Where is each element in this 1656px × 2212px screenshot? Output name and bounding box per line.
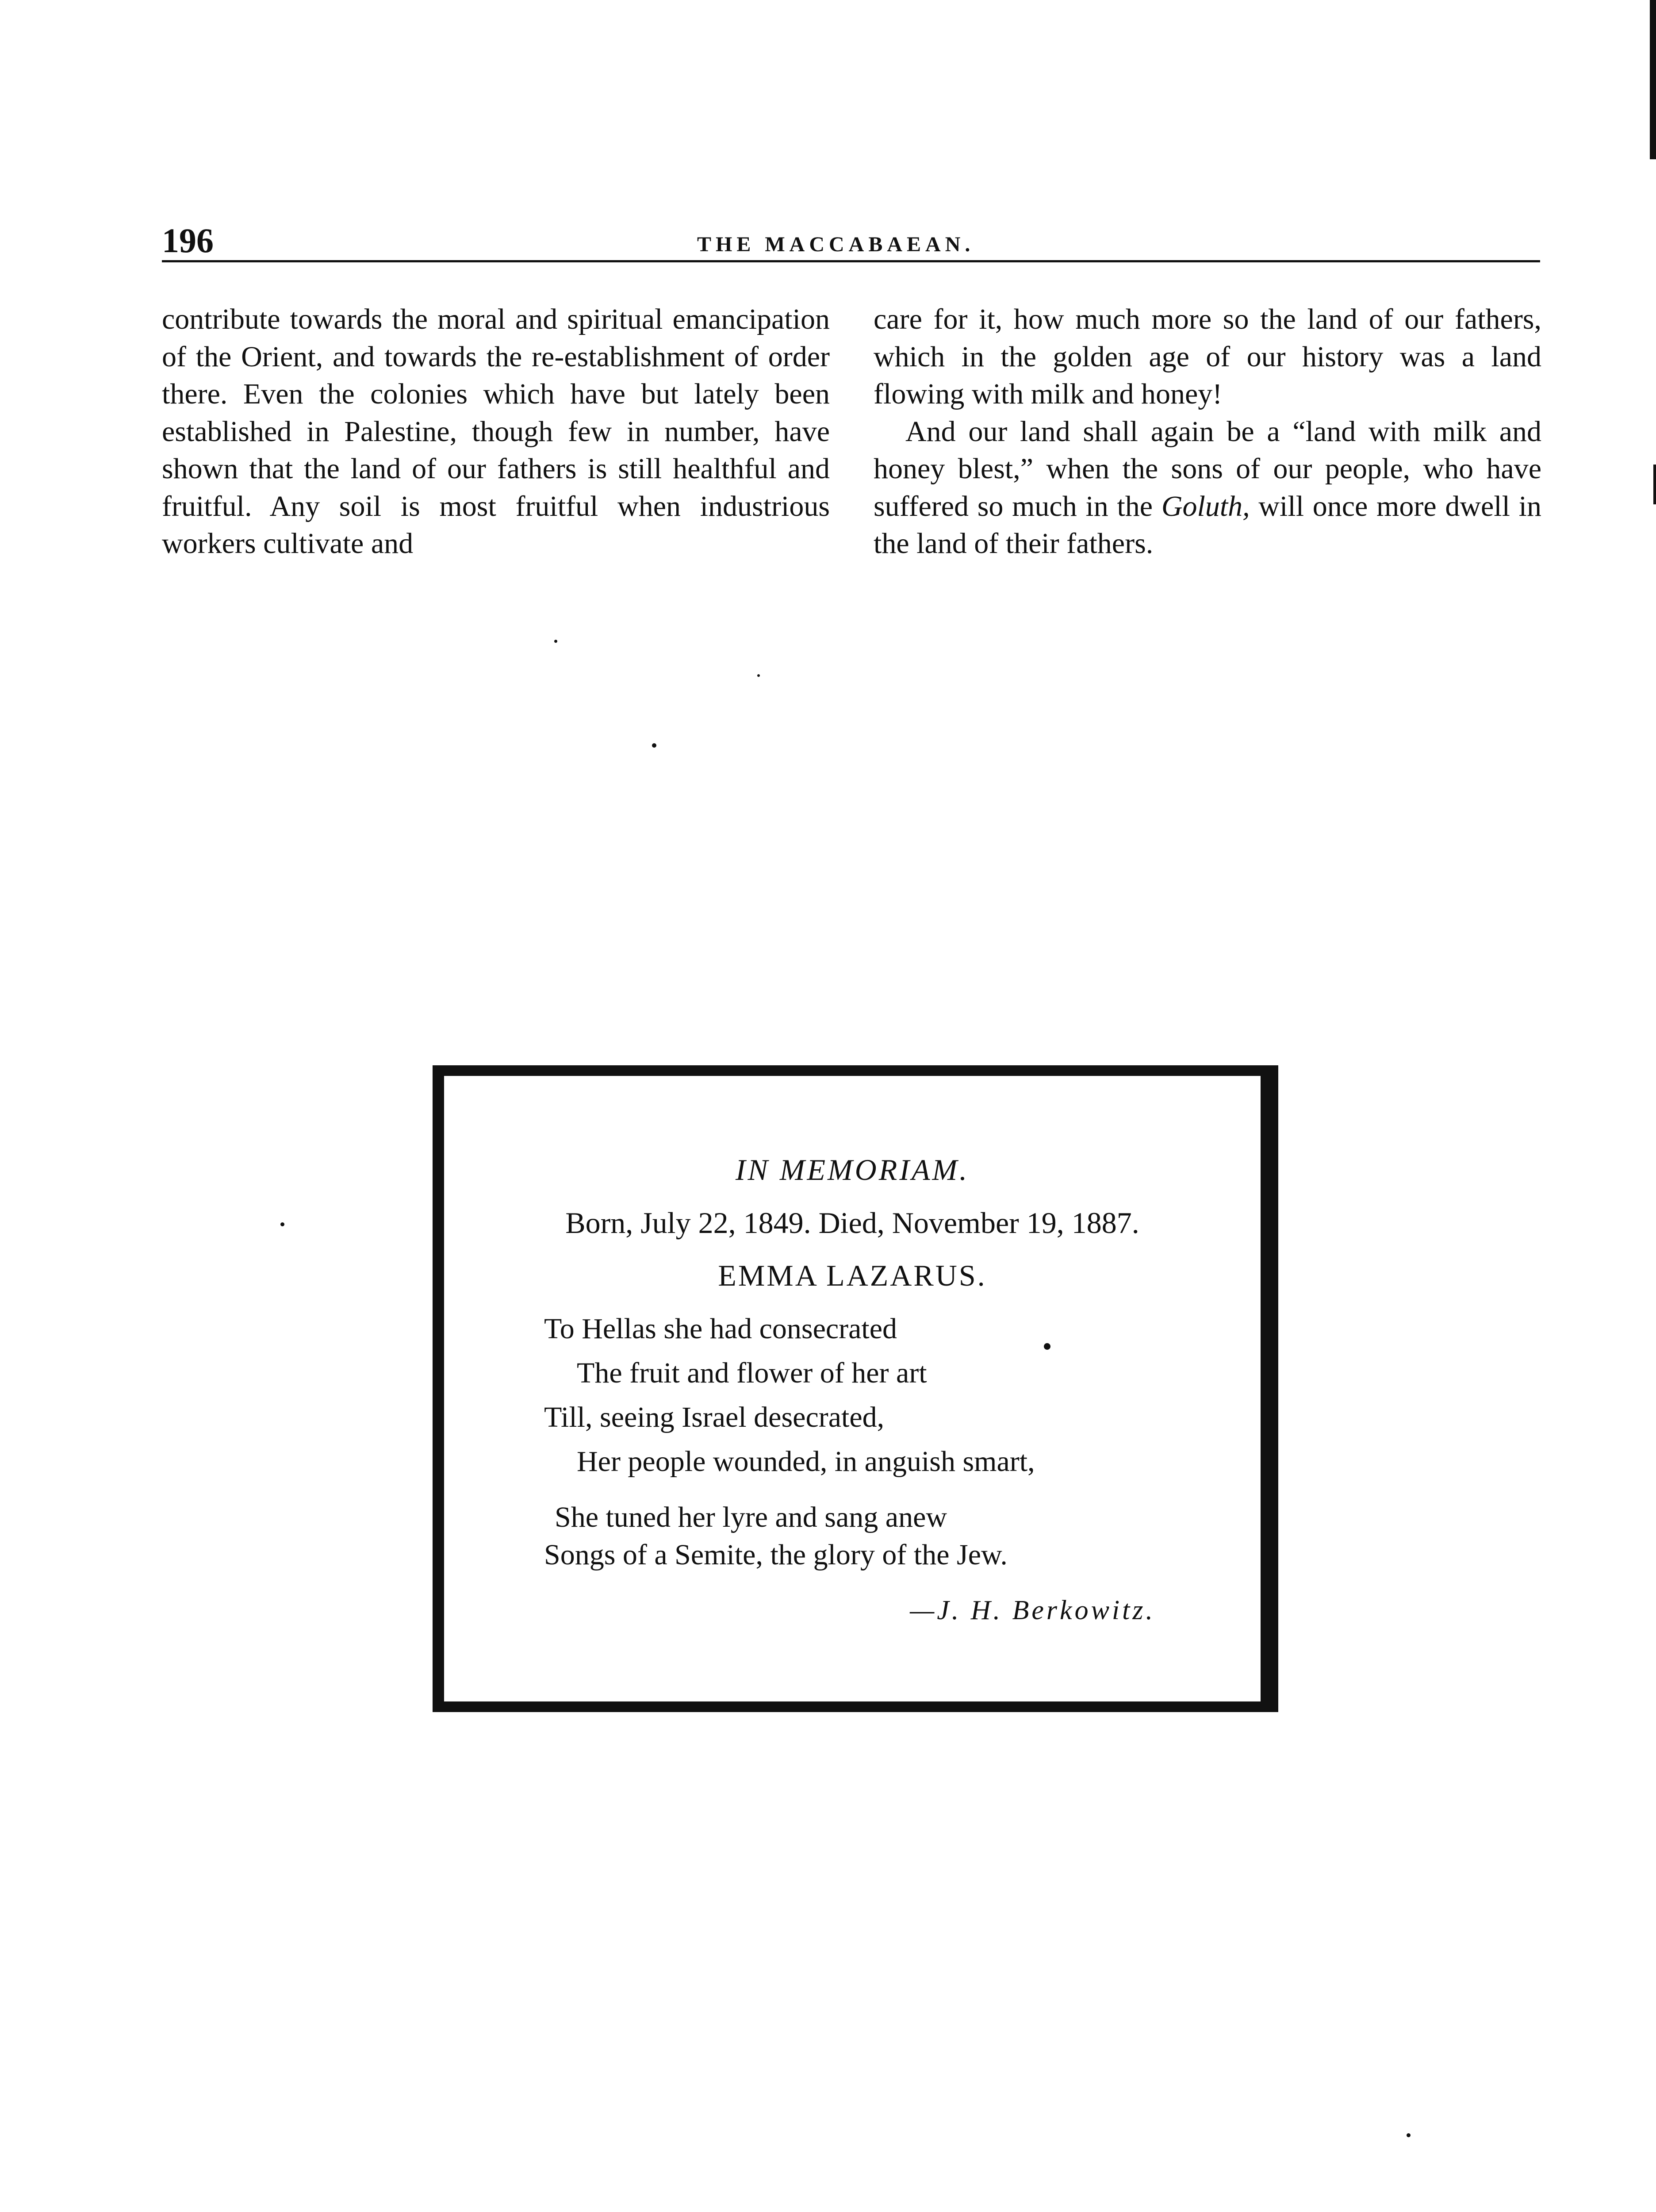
poem-line: Her people wounded, in anguish smart, <box>577 1445 1035 1478</box>
poem-signature: —J. H. Berkowitz. <box>910 1595 1155 1625</box>
page-header <box>162 223 1540 258</box>
poem-line: Till, seeing Israel desecrated, <box>544 1401 885 1433</box>
right-column <box>874 301 1541 563</box>
poem-line: She tuned her lyre and sang anew <box>555 1501 947 1533</box>
scan-speck <box>1044 1343 1050 1350</box>
scan-edge-mark <box>1650 0 1656 159</box>
poem-line: Songs of a Semite, the glory of the Jew. <box>544 1539 1008 1571</box>
scan-speck <box>280 1222 284 1226</box>
paragraph-text: And our land shall again be a “land with milk and honey blest,” when the sons of our people, who have suffered so much in the <box>874 415 1541 522</box>
memorial-title: IN MEMORIAM. <box>735 1153 970 1187</box>
right-column-paragraph-2 <box>874 413 1541 563</box>
scan-speck <box>652 743 656 748</box>
page-number: 196 <box>162 221 214 260</box>
left-column-paragraph: contribute towards the moral and spiritual emancipation of the Orient, and towards the re-establishment of order there. Even the colonies which have but lately been established in Palestine, though few in number, have shown that the land of our fathers is still healthful and fruitful. Any soil is most fruitful when industrious workers cultivate and <box>162 303 830 560</box>
header-rule <box>162 260 1540 262</box>
memorial-box <box>433 1065 1278 1712</box>
scan-speck <box>554 640 557 643</box>
italic-term: Goluth, <box>1161 490 1250 522</box>
paragraph-text: will once more dwell in the land of their fathers. <box>874 490 1541 560</box>
scan-speck <box>1407 2133 1411 2137</box>
poem-line: The fruit and flower of her art <box>577 1357 927 1389</box>
scan-speck <box>757 674 760 677</box>
poem-line: To Hellas she had consecrated <box>544 1313 897 1345</box>
left-column <box>162 301 830 563</box>
memorial-dates: Born, July 22, 1849. Died, November 19, 1887. <box>565 1206 1139 1240</box>
scan-edge-mark <box>1653 465 1656 504</box>
running-head: THE MACCABAEAN. <box>697 233 975 256</box>
memorial-name: EMMA LAZARUS. <box>718 1259 987 1292</box>
right-column-paragraph-1: care for it, how much more so the land of our fathers, which in the golden age of our history was a land flowing with milk and honey! <box>874 303 1541 410</box>
